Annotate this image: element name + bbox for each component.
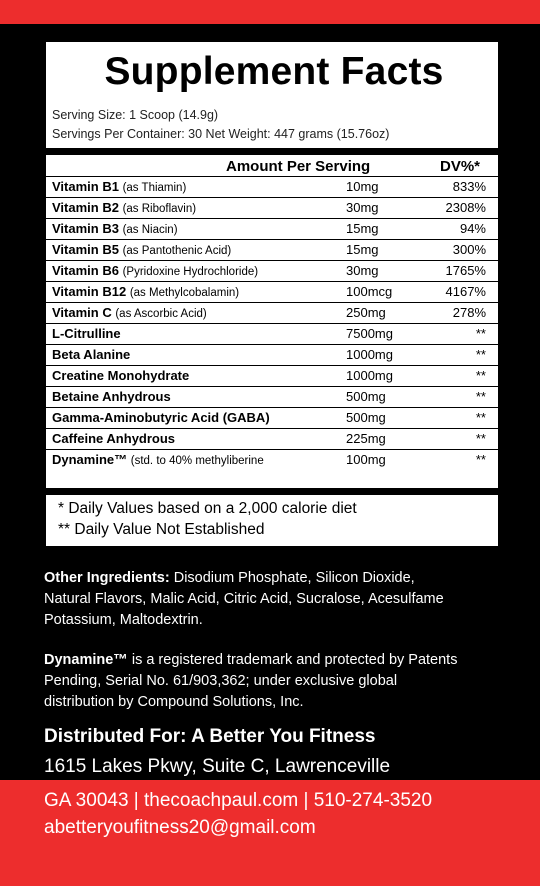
nutrient-amount: 1000mg bbox=[346, 368, 393, 383]
nutrient-row bbox=[46, 302, 498, 323]
other-ingredients-line-2: Natural Flavors, Malic Acid, Citric Acid, Sucralose, Acesulfame bbox=[44, 591, 444, 607]
amount-per-serving-header: Amount Per Serving bbox=[226, 158, 371, 175]
servings-per-container: Servings Per Container: 30 Net Weight: 447 grams (15.76oz) bbox=[52, 127, 390, 141]
nutrient-amount: 7500mg bbox=[346, 326, 393, 341]
nutrient-row bbox=[46, 344, 498, 365]
nutrient-row bbox=[46, 323, 498, 344]
nutrient-name bbox=[52, 431, 175, 446]
nutrient-source: (as Riboflavin) bbox=[122, 203, 197, 215]
nutrient-row bbox=[46, 407, 498, 428]
other-ingredients-label: Other Ingredients: bbox=[44, 570, 170, 586]
nutrient-row bbox=[46, 428, 498, 449]
nutrient-source: (Pyridoxine Hydrochloride) bbox=[122, 266, 259, 278]
nutrient-label: Beta Alanine bbox=[52, 347, 131, 362]
nutrient-row bbox=[46, 386, 498, 407]
nutrient-amount: 500mg bbox=[346, 410, 386, 425]
nutrient-amount: 500mg bbox=[346, 389, 386, 404]
nutrient-label: Vitamin C bbox=[52, 305, 112, 320]
nutrient-row bbox=[46, 365, 498, 386]
top-red-band bbox=[0, 0, 540, 24]
nutrient-label: Vitamin B5 bbox=[52, 242, 119, 257]
nutrient-amount: 15mg bbox=[346, 242, 379, 257]
nutrient-label: Vitamin B6 bbox=[52, 263, 119, 278]
nutrient-row bbox=[46, 449, 498, 470]
nutrient-row bbox=[46, 218, 498, 239]
dv-header: DV%* bbox=[440, 158, 481, 175]
nutrient-name bbox=[52, 389, 171, 404]
dynamine-label: Dynamine™ bbox=[44, 652, 128, 668]
nutrient-amount: 250mg bbox=[346, 305, 386, 320]
nutrient-name bbox=[52, 200, 196, 215]
nutrient-label: L-Citrulline bbox=[52, 326, 121, 341]
nutrient-label: Betaine Anhydrous bbox=[52, 389, 171, 404]
nutrient-amount: 30mg bbox=[346, 200, 379, 215]
serving-size: Serving Size: 1 Scoop (14.9g) bbox=[52, 108, 219, 122]
dynamine-trademark-note bbox=[44, 650, 504, 713]
facts-title: Supplement Facts bbox=[104, 50, 444, 93]
nutrient-source: (as Thiamin) bbox=[122, 182, 187, 194]
nutrient-name bbox=[52, 326, 121, 341]
nutrient-dv: ** bbox=[475, 452, 486, 467]
nutrient-label: Vitamin B1 bbox=[52, 179, 119, 194]
nutrient-dv: ** bbox=[475, 368, 486, 383]
nutrient-row bbox=[46, 260, 498, 281]
nutrient-dv: 1765% bbox=[445, 263, 486, 278]
nutrient-name bbox=[52, 179, 186, 194]
nutrient-name bbox=[52, 305, 207, 320]
distributed-for: Distributed For: A Better You Fitness bbox=[44, 726, 376, 747]
nutrient-label: Caffeine Anhydrous bbox=[52, 431, 176, 446]
nutrient-name bbox=[52, 410, 270, 425]
footnote-not-established: ** Daily Value Not Established bbox=[58, 521, 265, 538]
nutrient-amount: 225mg bbox=[346, 431, 386, 446]
nutrient-row bbox=[46, 176, 498, 197]
nutrient-amount: 30mg bbox=[346, 263, 379, 278]
nutrient-dv: ** bbox=[475, 389, 486, 404]
address-line-2: GA 30043 | thecoachpaul.com | 510-274-3520 bbox=[44, 790, 433, 811]
email: abetteryoufitness20@gmail.com bbox=[44, 817, 316, 838]
nutrient-label: Creatine Monohydrate bbox=[52, 368, 190, 383]
nutrient-dv: 94% bbox=[459, 221, 486, 236]
nutrient-dv: 278% bbox=[452, 305, 486, 320]
address-line-1: 1615 Lakes Pkwy, Suite C, Lawrenceville bbox=[44, 756, 391, 777]
other-ingredients-line-3: Potassium, Maltodextrin. bbox=[44, 612, 203, 628]
nutrient-dv: ** bbox=[475, 326, 486, 341]
nutrient-dv: 300% bbox=[452, 242, 486, 257]
nutrient-source: (std. to 40% methyliberine bbox=[130, 455, 264, 467]
dynamine-line-3: distribution by Compound Solutions, Inc. bbox=[44, 694, 304, 710]
other-ingredients-line-1: Disodium Phosphate, Silicon Dioxide, bbox=[169, 570, 415, 586]
nutrient-label: Vitamin B3 bbox=[52, 221, 119, 236]
nutrient-dv: ** bbox=[475, 347, 486, 362]
nutrient-row bbox=[46, 281, 498, 302]
nutrient-row bbox=[46, 239, 498, 260]
dynamine-line-2: Pending, Serial No. 61/903,362; under exclusive global bbox=[44, 673, 398, 689]
nutrient-name bbox=[52, 284, 239, 299]
nutrient-dv: 2308% bbox=[445, 200, 486, 215]
nutrient-amount: 15mg bbox=[346, 221, 379, 236]
nutrient-name bbox=[52, 221, 178, 236]
nutrient-label: Vitamin B12 bbox=[52, 284, 127, 299]
supplement-facts-panel bbox=[44, 40, 500, 548]
nutrient-name bbox=[52, 452, 264, 467]
nutrient-name bbox=[52, 263, 258, 278]
nutrient-amount: 10mg bbox=[346, 179, 379, 194]
nutrient-name bbox=[52, 242, 231, 257]
nutrient-label: Dynamine™ bbox=[52, 452, 128, 467]
dynamine-line-1: is a registered trademark and protected by Patents bbox=[127, 652, 458, 668]
nutrient-source: (as Pantothenic Acid) bbox=[122, 245, 232, 257]
nutrient-source: (as Ascorbic Acid) bbox=[115, 308, 207, 320]
thick-divider-top bbox=[46, 148, 498, 155]
nutrient-amount: 100mcg bbox=[346, 284, 393, 299]
nutrient-name bbox=[52, 368, 189, 383]
nutrient-source: (as Niacin) bbox=[122, 224, 178, 236]
nutrient-source: (as Methylcobalamin) bbox=[129, 287, 240, 299]
nutrient-label: Gamma-Aminobutyric Acid (GABA) bbox=[52, 410, 270, 425]
nutrient-row bbox=[46, 197, 498, 218]
nutrient-amount: 1000mg bbox=[346, 347, 393, 362]
footnote-daily-values: * Daily Values based on a 2,000 calorie diet bbox=[58, 500, 357, 517]
nutrient-amount: 100mg bbox=[346, 452, 386, 467]
nutrient-dv: 4167% bbox=[445, 284, 486, 299]
thick-divider-bottom bbox=[46, 488, 498, 495]
nutrient-dv: ** bbox=[475, 410, 486, 425]
nutrient-dv: ** bbox=[475, 431, 486, 446]
other-ingredients bbox=[44, 568, 504, 631]
nutrient-name bbox=[52, 347, 130, 362]
nutrient-dv: 833% bbox=[452, 179, 486, 194]
nutrient-label: Vitamin B2 bbox=[52, 200, 119, 215]
